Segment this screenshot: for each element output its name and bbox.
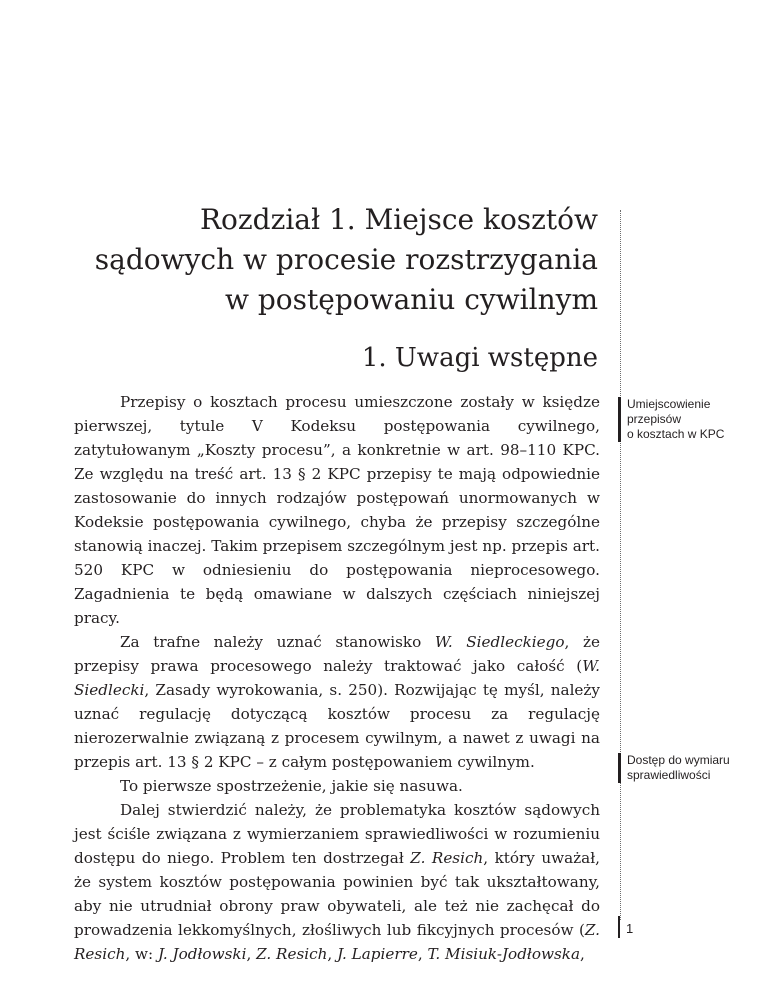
text-run: Dalej stwierdzić należy, że problematyka kosztów sądowych jest ściśle związana z wymierzaniem sprawiedliwości w rozumieniu dostępu do niego. Problem ten dostrzegał — [74, 801, 600, 867]
paragraph-3: To pierwsze spostrzeżenie, jakie się nasuwa. — [120, 777, 463, 795]
text-run: , Zasady wyrokowania, s. 250). Rozwijając tę myśl, należy uznać regulację dotyczącą kosztów procesu za regulację nierozerwalnie związaną z procesem cywilnym, a nawet z uwagi na przepis art. 13 § 2 KPC – z całym postępowaniem cywilnym. — [74, 681, 600, 771]
author-name: T. Misiuk-Jodłowska — [427, 945, 581, 963]
author-name: J. Lapierre — [337, 945, 418, 963]
text-run: , — [417, 945, 428, 963]
text-run: Za trafne należy uznać stanowisko — [120, 633, 435, 651]
margin-note-line: Dostęp do wymiaru — [627, 753, 730, 767]
body-text — [74, 390, 600, 966]
chapter-title-line: Rozdział 1. Miejsce kosztów — [199, 203, 598, 236]
section-title: 1. Uwagi wstępne — [361, 343, 598, 373]
author-name: W. Siedleckiego — [434, 633, 565, 651]
text-run: , że przepisy prawa procesowego należy traktować jako całość ( — [74, 633, 600, 675]
page-number: 1 — [618, 916, 646, 938]
text-run: , — [246, 945, 257, 963]
chapter-title — [60, 200, 598, 320]
author-name: Z. Resich — [256, 945, 328, 963]
margin-note-line: sprawiedliwości — [627, 768, 711, 782]
author-name: Z. Resich — [74, 921, 600, 963]
chapter-title-line: sądowych w procesie rozstrzygania — [94, 243, 598, 276]
margin-note-kpc — [618, 397, 757, 442]
paragraph-1: Przepisy o kosztach procesu umieszczone zostały w księdze pierwszej, tytule V Kodeksu postępowania cywilnego, zatytułowanym „Koszty procesu”, a konkretnie w art. 98–110 KPC. Ze względu na treść art. 13 § 2 KPC przepisy te mają odpowiednie zastosowanie do innych rodzajów postępowań unormowanych w Kodeksie postępowania cywilnego, chyba że przepisy szczególne stanowią inaczej. Takim przepisem szczególnym jest np. przepis art. 520 KPC w odniesieniu do postępowania nieprocesowego. Zagadnienia te będą omawiane w dalszych częściach niniejszej pracy. — [74, 393, 600, 627]
author-name: W. Siedlecki — [74, 657, 600, 699]
text-run: , — [580, 945, 585, 963]
author-name: J. Jodłowski — [157, 945, 247, 963]
text-run: , który uważał, że system kosztów postępowania powinien być tak ukształtowany, aby nie utrudniał obrony praw obywateli, ale też nie zachęcał do prowadzenia lekkomyślnych, złośliwych lub fikcyjnych procesów ( — [74, 849, 600, 939]
margin-note-justice — [618, 753, 757, 783]
author-name: Z. Resich — [410, 849, 484, 867]
margin-note-line: Umiejscowienie — [627, 397, 711, 411]
margin-note-line: o kosztach w KPC — [627, 427, 725, 441]
paragraph-2 — [74, 630, 600, 774]
text-run: , — [327, 945, 338, 963]
margin-note-line: przepisów — [627, 412, 682, 426]
margin-divider — [620, 210, 621, 920]
text-run: , w: — [125, 945, 158, 963]
chapter-title-line: w postępowaniu cywilnym — [225, 283, 598, 316]
paragraph-4 — [74, 798, 600, 966]
